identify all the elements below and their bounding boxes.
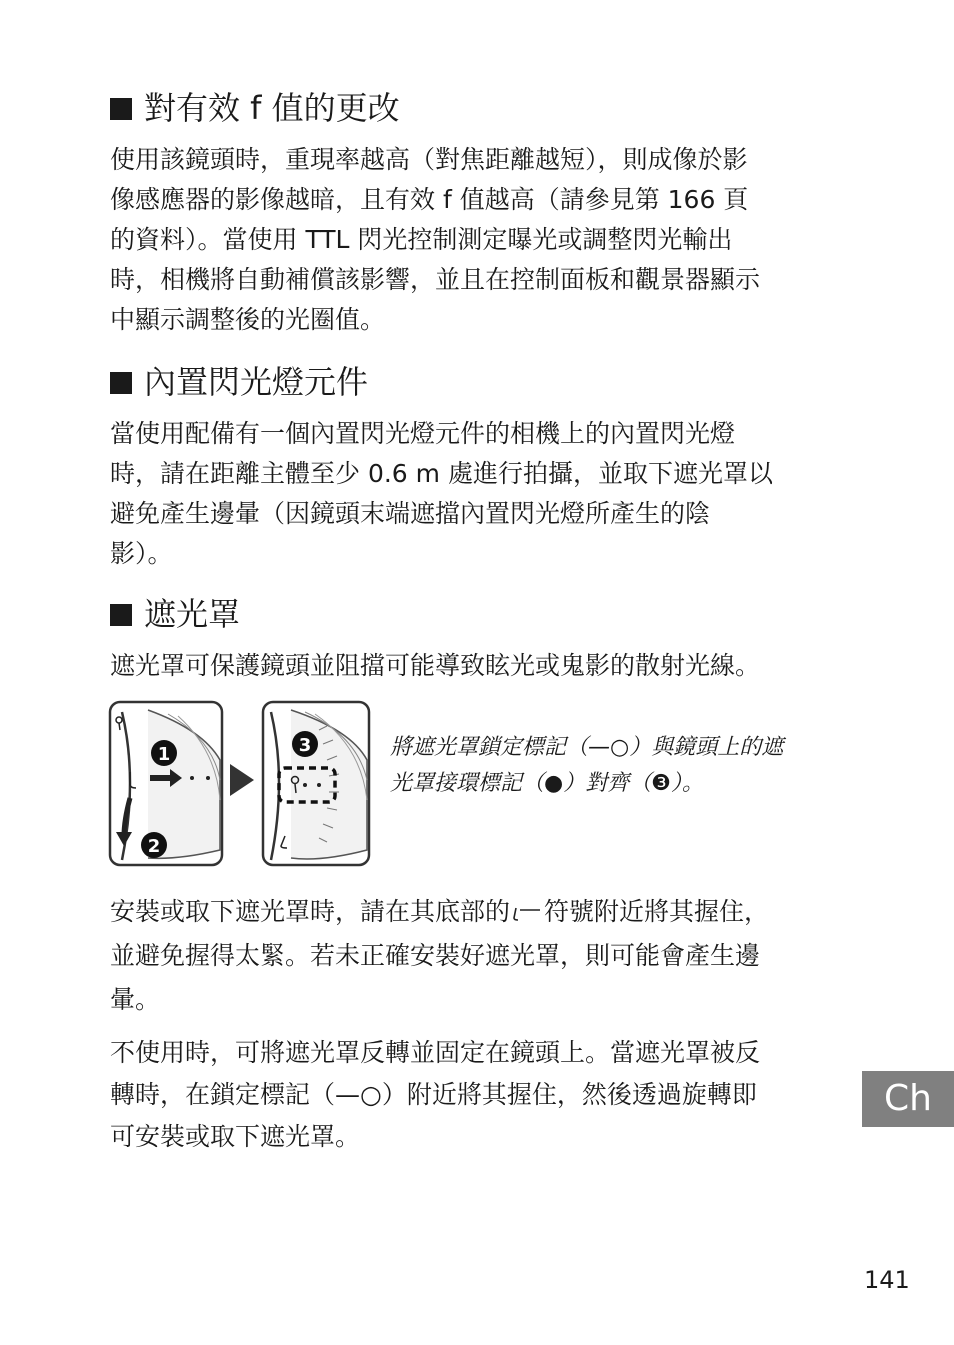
text-line: 遮光罩可保護鏡頭並阻擋可能導致眩光或鬼影的散射光線。 — [110, 651, 761, 680]
text-line: 時，相機將自動補償該影響，並且在控制面板和觀景器顯示 — [110, 265, 761, 294]
lens-hood-attach-illustration-right — [261, 700, 373, 868]
right-triangle-arrow-icon — [228, 762, 258, 798]
text-line: 轉時，在鎖定標記（—○）附近將其握住，然後透過旋轉即 — [110, 1080, 757, 1109]
page-number: 141 — [864, 1266, 910, 1294]
text-line: 時，請在距離主體至少 0.6 m 處進行拍攝，並取下遮光罩以 — [110, 459, 773, 488]
black-square-icon — [110, 372, 132, 394]
text-line: 的資料）。當使用 TTL 閃光控制測定曝光或調整閃光輸出 — [110, 225, 733, 254]
text-line: 避免產生邊暈（因鏡頭末端遮擋內置閃光燈所產生的陰 — [110, 499, 711, 528]
lens-hood-attach-illustration-left — [108, 700, 226, 868]
paragraph-built-in-flash — [110, 414, 844, 574]
hood-hold-mark-icon — [510, 900, 544, 924]
step-2-label: 2 — [147, 836, 161, 857]
text-line: 使用該鏡頭時，重現率越高（對焦距離越短），則成像於影 — [110, 145, 748, 174]
text-line: 不使用時，可將遮光罩反轉並固定在鏡頭上。當遮光罩被反 — [110, 1038, 761, 1067]
text-line: 影）。 — [110, 539, 173, 568]
text-line: 中顯示調整後的光圈值。 — [110, 305, 386, 334]
section-heading-built-in-flash: 內置閃光燈元件 — [110, 362, 368, 402]
text-line: 安裝或取下遮光罩時，請在其底部的 符號附近將其握住， — [110, 897, 770, 926]
text-line: 可安裝或取下遮光罩。 — [110, 1122, 361, 1151]
text-line: 暈。 — [110, 985, 161, 1014]
paragraph-mount-hood — [110, 890, 844, 1022]
text-line: 並避免握得太緊。若未正確安裝好遮光罩，則可能會產生邊 — [110, 941, 761, 970]
paragraph-reverse-hood — [110, 1032, 844, 1158]
black-square-icon — [110, 98, 132, 120]
paragraph-lens-hood — [110, 646, 844, 686]
step-1-label: 1 — [157, 744, 171, 765]
black-square-icon — [110, 604, 132, 626]
step-3-label: 3 — [298, 735, 312, 756]
section-heading-effective-f: 對有效 f 值的更改 — [110, 88, 400, 128]
chapter-tab: Ch — [862, 1071, 954, 1127]
text-line: 當使用配備有一個內置閃光燈元件的相機上的內置閃光燈 — [110, 419, 736, 448]
caption-line: 光罩接環標記（●）對齊（❸）。 — [390, 771, 704, 796]
text-line: 像感應器的影像越暗，且有效 f 值越高（請參見第 166 頁 — [110, 185, 749, 214]
caption-line: 將遮光罩鎖定標記（—○）與鏡頭上的遮 — [390, 735, 784, 760]
section-heading-lens-hood: 遮光罩 — [110, 594, 240, 634]
paragraph-effective-f — [110, 140, 844, 340]
figure-caption — [390, 730, 850, 802]
